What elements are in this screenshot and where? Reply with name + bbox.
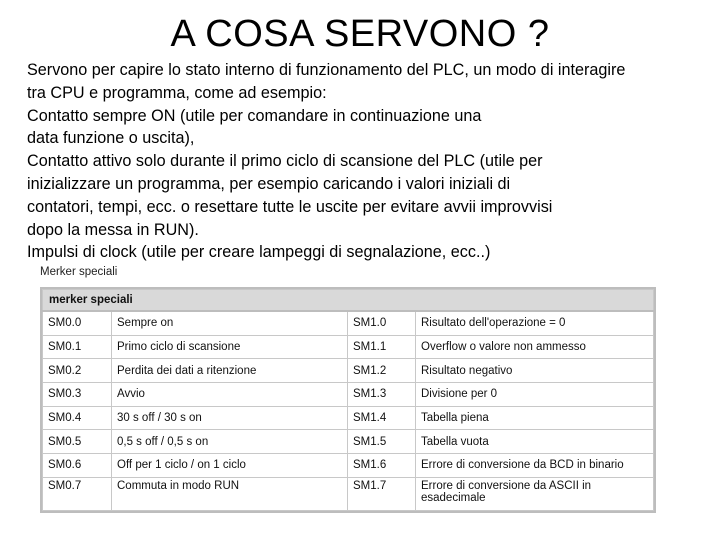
marker-code-cell: SM1.1: [348, 335, 416, 359]
marker-description-cell: Risultato dell'operazione = 0: [416, 311, 654, 335]
paragraph-line: tra CPU e programma, come ad esempio:: [27, 83, 327, 102]
paragraph-line: Impulsi di clock (utile per creare lampeggi di segnalazione, ecc..): [27, 243, 491, 262]
marker-code-cell: SM1.7: [348, 477, 416, 510]
paragraph-line: dopo la messa in RUN).: [27, 220, 199, 239]
table-row: [43, 359, 654, 383]
table-header: merker speciali: [43, 290, 654, 312]
paragraph-line: Servono per capire lo stato interno di funzionamento del PLC, un modo di interagire: [27, 61, 626, 79]
marker-code-cell: SM1.4: [348, 406, 416, 430]
marker-description-cell: Sempre on: [112, 311, 348, 335]
marker-code-cell: SM1.2: [348, 359, 416, 383]
table-body: [43, 311, 654, 510]
intro-paragraph: [27, 59, 707, 264]
marker-description-cell: Overflow o valore non ammesso: [416, 335, 654, 359]
marker-code-cell: SM0.0: [43, 311, 112, 335]
marker-description-cell: Errore di conversione da ASCII in esadecimale: [416, 477, 654, 510]
table-row: [43, 454, 654, 478]
marker-code-cell: SM0.1: [43, 335, 112, 359]
table-row: [43, 335, 654, 359]
marker-code-cell: SM1.0: [348, 311, 416, 335]
marker-description-cell: Perdita dei dati a ritenzione: [112, 359, 348, 383]
table-caption: Merker speciali: [40, 266, 118, 278]
page-title: A COSA SERVONO ?: [170, 13, 550, 55]
table-header-row: [43, 290, 654, 312]
marker-code-cell: SM0.2: [43, 359, 112, 383]
marker-description-cell: Risultato negativo: [416, 359, 654, 383]
marker-code-cell: SM0.6: [43, 454, 112, 478]
marker-code-cell: SM1.3: [348, 383, 416, 407]
paragraph-line: Contatto sempre ON (utile per comandare in continuazione una: [27, 106, 482, 125]
marker-description-cell: 30 s off / 30 s on: [112, 406, 348, 430]
marker-code-cell: SM0.7: [43, 477, 112, 510]
table-row: [43, 430, 654, 454]
paragraph-line: contatori, tempi, ecc. o resettare tutte le uscite per evitare avvii improvvisi: [27, 197, 553, 216]
marker-description-cell: Off per 1 ciclo / on 1 ciclo: [112, 454, 348, 478]
table-row: [43, 406, 654, 430]
marker-description-cell: Commuta in modo RUN: [112, 477, 348, 510]
marker-description-cell: Avvio: [112, 383, 348, 407]
marker-description-cell: Tabella piena: [416, 406, 654, 430]
marker-description-cell: Tabella vuota: [416, 430, 654, 454]
marker-code-cell: SM0.5: [43, 430, 112, 454]
marker-description-cell: Divisione per 0: [416, 383, 654, 407]
paragraph-line: inizializzare un programma, per esempio caricando i valori iniziali di: [27, 174, 511, 193]
paragraph-line: Contatto attivo solo durante il primo ciclo di scansione del PLC (utile per: [27, 152, 543, 171]
marker-code-cell: SM0.3: [43, 383, 112, 407]
table-row: [43, 383, 654, 407]
marker-code-cell: SM1.5: [348, 430, 416, 454]
table-row: [43, 477, 654, 510]
paragraph-line: data funzione o uscita),: [27, 129, 195, 148]
special-markers-table: [40, 287, 656, 513]
marker-description-cell: 0,5 s off / 0,5 s on: [112, 430, 348, 454]
marker-code-cell: SM1.6: [348, 454, 416, 478]
marker-description-cell: Primo ciclo di scansione: [112, 335, 348, 359]
marker-description-cell: Errore di conversione da BCD in binario: [416, 454, 654, 478]
table-row: [43, 311, 654, 335]
marker-code-cell: SM0.4: [43, 406, 112, 430]
